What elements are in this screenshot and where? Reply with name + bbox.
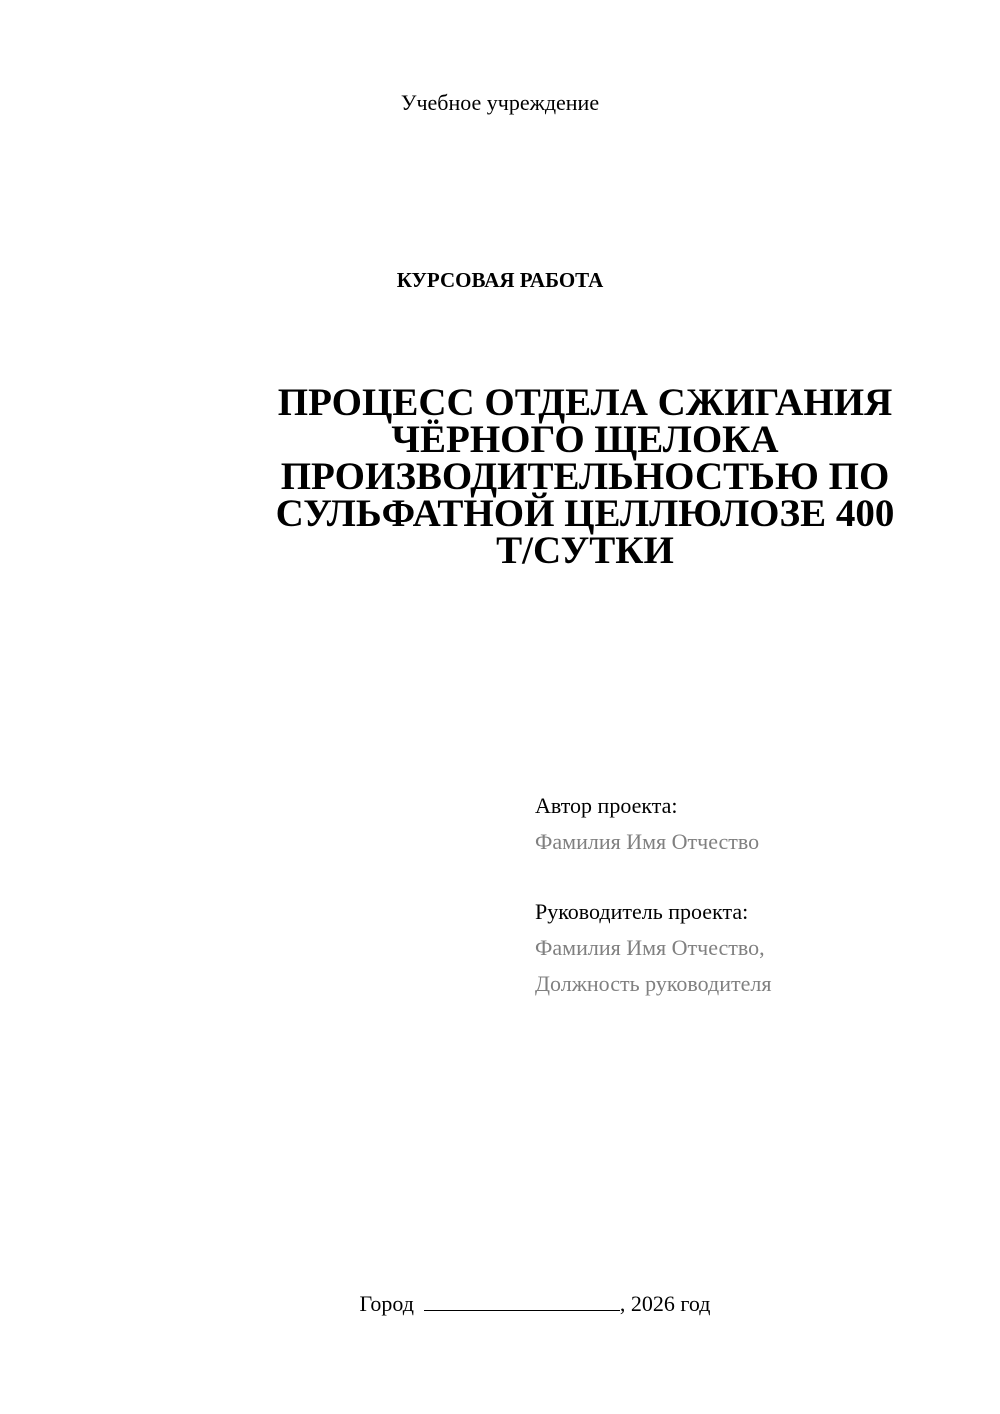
document-title	[160, 381, 1000, 572]
city-blank-line	[424, 1290, 620, 1311]
title-line: ПРОИЗВОДИТЕЛЬНОСТЬЮ ПО	[280, 455, 890, 498]
supervisor-name: Фамилия Имя Отчество,	[535, 935, 765, 960]
year-text: , 2026 год	[619, 1291, 711, 1316]
title-line: ПРОЦЕСС ОТДЕЛА СЖИГАНИЯ	[277, 381, 893, 424]
project-people	[535, 788, 975, 1002]
document-type: КУРСОВАЯ РАБОТА	[396, 268, 604, 292]
author-label: Автор проекта:	[535, 793, 678, 818]
title-line: СУЛЬФАТНОЙ ЦЕЛЛЮЛОЗЕ 400	[275, 492, 895, 535]
author-name: Фамилия Имя Отчество	[535, 829, 760, 854]
title-line: ЧЁРНОГО ЩЕЛОКА	[391, 418, 779, 461]
supervisor-label: Руководитель проекта:	[535, 899, 749, 924]
institution-name: Учебное учреждение	[400, 90, 600, 115]
supervisor-position: Должность руководителя	[535, 971, 772, 996]
footer-city-year	[0, 1290, 1000, 1317]
title-line: Т/СУТКИ	[496, 529, 674, 572]
spacer	[535, 860, 975, 894]
city-label: Город	[359, 1291, 414, 1316]
